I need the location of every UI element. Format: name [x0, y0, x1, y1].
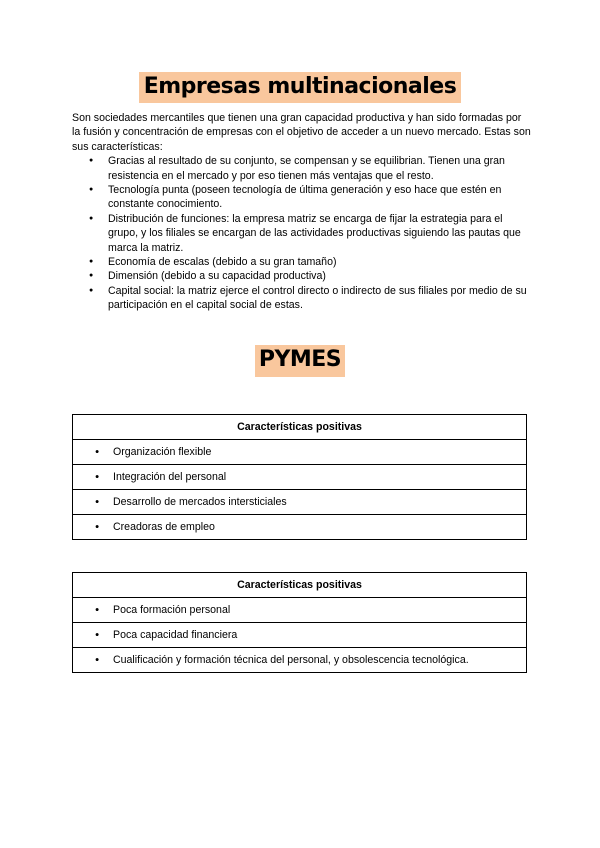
characteristics-list: [72, 154, 532, 312]
section-title-multinacionales: Empresas multinacionales: [139, 72, 462, 103]
table-row: [73, 515, 527, 540]
second-characteristics-table: [72, 572, 527, 673]
table-cell: ● Poca capacidad financiera: [73, 623, 527, 648]
table-row: [73, 598, 527, 623]
table-row: [73, 623, 527, 648]
table-cell: ● Desarrollo de mercados intersticiales: [73, 490, 527, 515]
table-row: [73, 465, 527, 490]
section-title-pymes: PYMES: [255, 345, 345, 377]
title-wrap-multinacionales: [0, 72, 600, 103]
table-header: Características positivas: [73, 415, 527, 440]
table-cell: ● Cualificación y formación técnica del personal, y obsolescencia tecnológica.: [73, 648, 527, 673]
title-wrap-pymes: [0, 345, 600, 377]
table-row: [73, 440, 527, 465]
table-row: [73, 648, 527, 673]
table-header: Características positivas: [73, 573, 527, 598]
positive-characteristics-table: [72, 414, 527, 540]
table-header-row: [73, 415, 527, 440]
table-cell: ● Creadoras de empleo: [73, 515, 527, 540]
intro-paragraph: Son sociedades mercantiles que tienen una gran capacidad productiva y han sido formadas por la fusión y concentración de empresas con el objetivo de acceder a un nuevo mercado. Estas son sus características:: [72, 112, 531, 153]
list-item: ● Distribución de funciones: la empresa matriz se encarga de fijar la estrategia para el grupo, y los filiales se encargan de las actividades productivas siguiendo las pautas que marca la matriz.: [72, 212, 532, 255]
list-item: ● Tecnología punta (poseen tecnología de última generación y eso hace que estén en constante conocimiento.: [72, 183, 532, 212]
table-header-row: [73, 573, 527, 598]
list-item: ● Economía de escalas (debido a su gran tamaño): [72, 255, 532, 269]
table-cell: ● Poca formación personal: [73, 598, 527, 623]
intro-section: [72, 111, 532, 313]
list-item: ● Capital social: la matriz ejerce el control directo o indirecto de sus filiales por medio de su participación en el capital social de estas.: [72, 284, 532, 313]
list-item: ● Gracias al resultado de su conjunto, se compensan y se equilibrian. Tienen una gran resistencia en el mercado y por eso tienen más ventajas que el resto.: [72, 154, 532, 183]
table-row: [73, 490, 527, 515]
list-item: ● Dimensión (debido a su capacidad productiva): [72, 269, 532, 283]
table-cell: ● Integración del personal: [73, 465, 527, 490]
table-cell: ● Organización flexible: [73, 440, 527, 465]
